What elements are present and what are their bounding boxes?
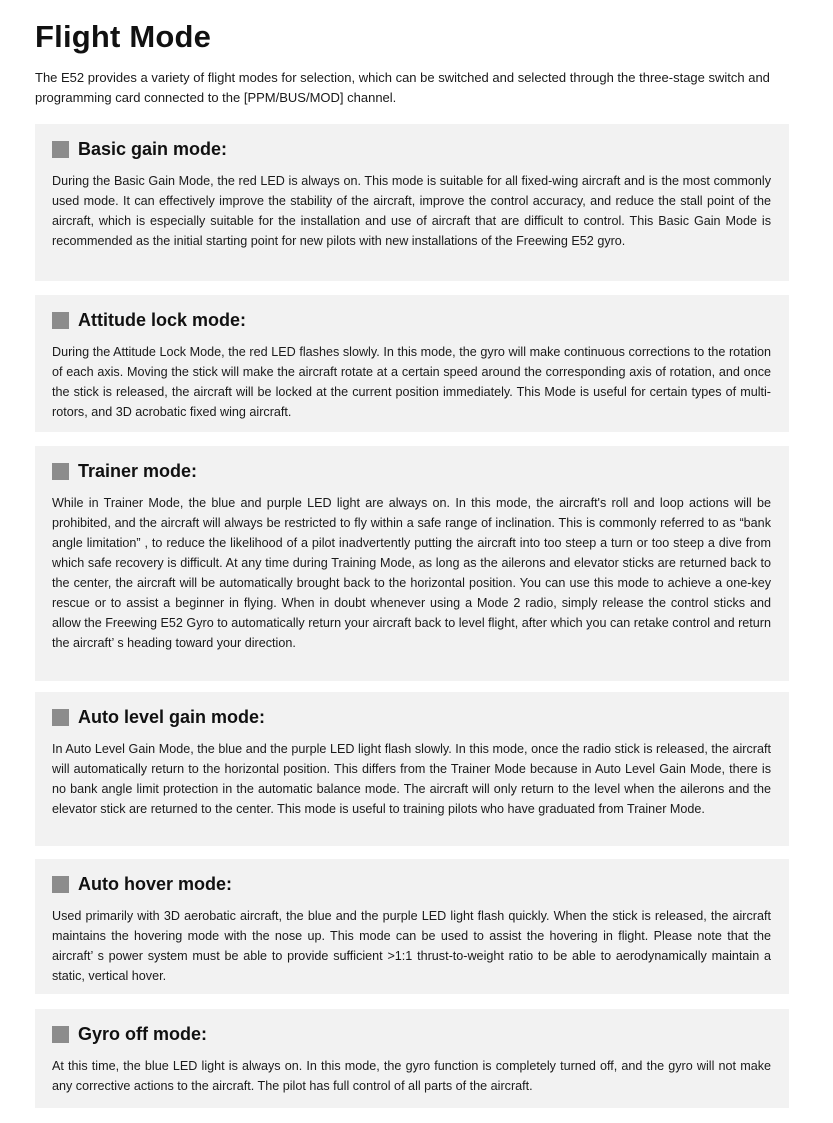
section-body: While in Trainer Mode, the blue and purple LED light are always on. In this mode, the aircraft's roll and loop actions will be prohibited, and the aircraft will always be restricted to fly within a safe range of inclination. This is commonly referred to as “bank angle limitation” , to reduce the likelihood of a pilot inadvertently putting the aircraft into too steep a turn or too steep a dive from which safe recovery is difficult. At any time during Training Mode, as long as the ailerons and elevator sticks are returned back to the center, the aircraft will be automatically brought back to the horizontal position. You can use this mode to achieve a one-key rescue or to assist a beginner in flying. When in doubt whenever using a Mode 2 radio, simply release the control sticks and allow the Freewing E52 Gyro to automatically return your aircraft back to level flight, after which you can retake control and return the aircraft’ s heading toward your direction. xyxy=(52,496,771,650)
section-body: Used primarily with 3D aerobatic aircraft, the blue and the purple LED light flash quickly. When the stick is released, the aircraft maintains the hovering mode with the nose up. This mode can be used to assist the hovering in flight. Please note that the aircraft’ s power system must be able to provide sufficient >1:1 thrust-to-weight ratio to be able to aerodynamically maintain a static, vertical hover. xyxy=(52,909,771,983)
section-title: Basic gain mode: xyxy=(78,139,228,159)
section-body: In Auto Level Gain Mode, the blue and the purple LED light flash slowly. In this mode, once the radio stick is released, the aircraft will automatically return to the horizontal position. This differs from the Trainer Mode because in Auto Level Gain Mode, there is no bank angle limit protection in the automatic balance mode. The aircraft will only return to the level when the ailerons and the elevator stick are returned to the center. This mode is useful to training pilots who have graduated from Trainer Mode. xyxy=(52,742,771,816)
square-bullet-icon xyxy=(52,141,69,158)
section-title: Auto hover mode: xyxy=(78,874,233,894)
section-header xyxy=(52,871,771,897)
section-title: Trainer mode: xyxy=(78,461,198,481)
page-title: Flight Mode xyxy=(35,19,212,54)
section-title: Auto level gain mode: xyxy=(78,707,266,727)
section-body: At this time, the blue LED light is always on. In this mode, the gyro function is completely turned off, and the gyro will not make any corrective actions to the aircraft. The pilot has full control of all parts of the aircraft. xyxy=(52,1059,771,1093)
section-header xyxy=(52,1021,771,1047)
section-auto-hover-mode xyxy=(35,859,789,994)
square-bullet-icon xyxy=(52,709,69,726)
section-auto-level-gain-mode xyxy=(35,692,789,846)
intro-paragraph: The E52 provides a variety of flight modes for selection, which can be switched and selected through the three-stage switch and programming card connected to the [PPM/BUS/MOD] channel. xyxy=(35,70,770,105)
section-body: During the Basic Gain Mode, the red LED is always on. This mode is suitable for all fixed-wing aircraft and is the most commonly used mode. It can effectively improve the stability of the aircraft, improve the control accuracy, and reduce the stall point of the aircraft, which is especially suitable for the installation and use of aircraft that are difficult to control. This Basic Gain Mode is recommended as the initial starting point for new pilots with new installations of the Freewing E52 gyro. xyxy=(52,174,771,248)
section-header xyxy=(52,136,771,162)
section-title: Gyro off mode: xyxy=(78,1024,207,1044)
section-body: During the Attitude Lock Mode, the red LED flashes slowly. In this mode, the gyro will make continuous corrections to the rotation of each axis. Moving the stick will make the aircraft rotate at a certain speed around the corresponding axis of rotation, and once the stick is released, the aircraft will be locked at the current position immediately. This Mode is useful for certain types of multi-rotors, and 3D acrobatic fixed wing aircraft. xyxy=(52,345,771,419)
section-trainer-mode xyxy=(35,446,789,681)
section-header xyxy=(52,458,771,484)
section-basic-gain-mode xyxy=(35,124,789,281)
square-bullet-icon xyxy=(52,876,69,893)
square-bullet-icon xyxy=(52,312,69,329)
section-title: Attitude lock mode: xyxy=(78,310,247,330)
section-attitude-lock-mode xyxy=(35,295,789,432)
square-bullet-icon xyxy=(52,1026,69,1043)
section-header xyxy=(52,704,771,730)
section-gyro-off-mode xyxy=(35,1009,789,1108)
section-header xyxy=(52,307,771,333)
square-bullet-icon xyxy=(52,463,69,480)
